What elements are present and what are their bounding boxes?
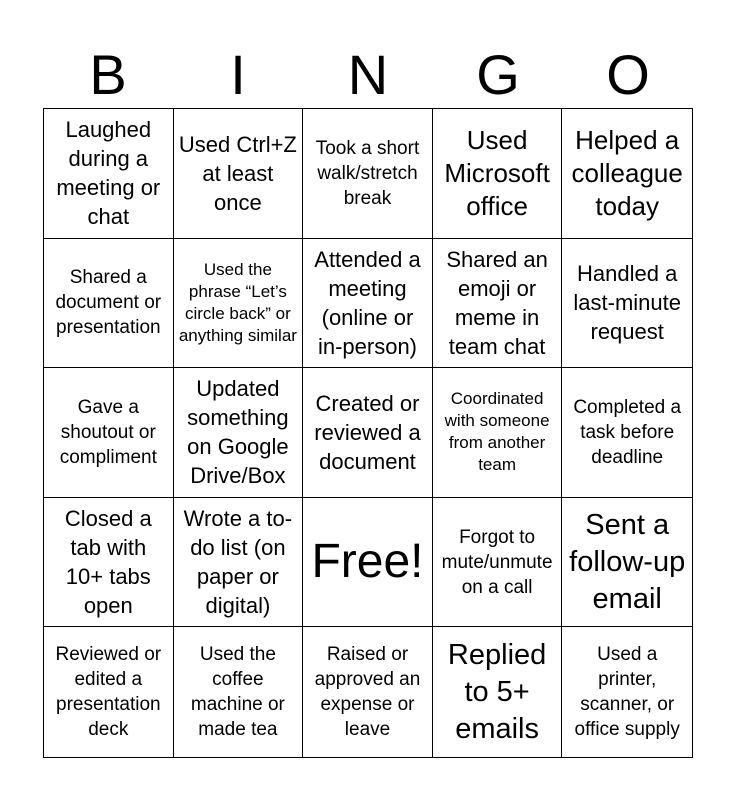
- cell-text: Forgot to mute/unmute on a call: [441, 526, 553, 598]
- bingo-cell-r2c2[interactable]: [174, 239, 304, 369]
- bingo-cell-free[interactable]: [303, 498, 433, 628]
- bingo-cell-r1c5[interactable]: [562, 109, 692, 239]
- bingo-cell-r5c2[interactable]: [174, 627, 304, 757]
- bingo-grid: [43, 108, 693, 758]
- bingo-cell-r5c5[interactable]: [562, 627, 692, 757]
- cell-text: Took a short walk/stretch break: [315, 137, 420, 209]
- bingo-cell-r3c1[interactable]: [44, 368, 174, 498]
- bingo-cell-r5c1[interactable]: [44, 627, 174, 757]
- bingo-cell-r3c2[interactable]: [174, 368, 304, 498]
- cell-text: Used Microsoft office: [444, 124, 550, 221]
- header-letter-i: I: [230, 43, 246, 106]
- header-letter-b: B: [89, 43, 127, 106]
- bingo-cell-r4c1[interactable]: [44, 498, 174, 628]
- cell-text: Created or reviewed a document: [314, 390, 421, 474]
- bingo-cell-r1c4[interactable]: [433, 109, 563, 239]
- cell-text: Used a printer, scanner, or office supply: [574, 644, 680, 741]
- bingo-cell-r5c4[interactable]: [433, 627, 563, 757]
- cell-text: Used the coffee machine or made tea: [190, 644, 285, 741]
- bingo-cell-r4c2[interactable]: [174, 498, 304, 628]
- header-letter-o: O: [606, 43, 650, 106]
- cell-text: Shared a document or presentation: [55, 267, 162, 339]
- cell-text: Used Ctrl+Z at least once: [178, 131, 297, 215]
- bingo-cell-r1c1[interactable]: [44, 109, 174, 239]
- cell-text: Updated something on Google Drive/Box: [187, 376, 289, 489]
- cell-text: Helped a colleague today: [571, 124, 683, 221]
- bingo-cell-r2c3[interactable]: [303, 239, 433, 369]
- bingo-cell-r5c3[interactable]: [303, 627, 433, 757]
- bingo-cell-r4c4[interactable]: [433, 498, 563, 628]
- bingo-cell-r3c3[interactable]: [303, 368, 433, 498]
- bingo-cell-r2c5[interactable]: [562, 239, 692, 369]
- cell-text: Raised or approved an expense or leave: [314, 644, 421, 741]
- header-letter-g: G: [476, 43, 520, 106]
- bingo-cell-r1c3[interactable]: [303, 109, 433, 239]
- cell-text: Wrote a to-do list (on paper or digital): [183, 506, 293, 619]
- cell-text: Shared an emoji or meme in team chat: [446, 246, 548, 359]
- cell-text: Sent a follow-up email: [569, 508, 686, 615]
- free-space-text: Free!: [311, 535, 424, 589]
- cell-text: Reviewed or edited a presentation deck: [55, 644, 162, 741]
- cell-text: Replied to 5+ emails: [447, 638, 547, 745]
- cell-text: Used the phrase “Let’s circle back” or anything similar: [178, 259, 297, 345]
- bingo-header: [43, 44, 693, 106]
- cell-text: Handled a last-minute request: [573, 261, 681, 345]
- bingo-cell-r4c5[interactable]: [562, 498, 692, 628]
- cell-text: Coordinated with someone from another team: [444, 389, 550, 475]
- cell-text: Gave a shoutout or compliment: [59, 396, 157, 468]
- bingo-cell-r3c5[interactable]: [562, 368, 692, 498]
- bingo-cell-r1c2[interactable]: [174, 109, 304, 239]
- cell-text: Attended a meeting (online or in-person): [314, 246, 421, 359]
- bingo-cell-r2c1[interactable]: [44, 239, 174, 369]
- cell-text: Laughed during a meeting or chat: [56, 117, 161, 230]
- bingo-cell-r3c4[interactable]: [433, 368, 563, 498]
- bingo-cell-r2c4[interactable]: [433, 239, 563, 369]
- cell-text: Completed a task before deadline: [573, 396, 682, 468]
- cell-text: Closed a tab with 10+ tabs open: [64, 506, 152, 619]
- header-letter-n: N: [347, 43, 389, 106]
